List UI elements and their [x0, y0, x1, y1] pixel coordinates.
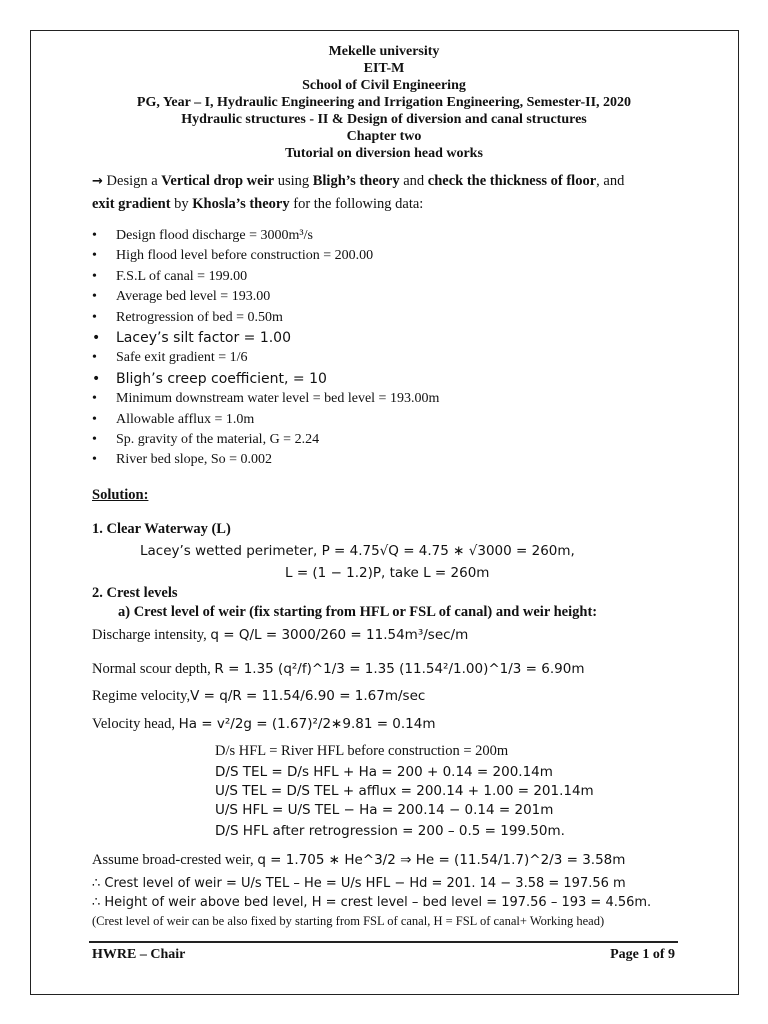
- subsection-crest-level-weir: a) Crest level of weir (fix starting from HFL or FSL of canal) and weir height:: [118, 604, 598, 620]
- program-line: PG, Year – I, Hydraulic Engineering and Irrigation Engineering, Semester-II, 2020: [136, 95, 632, 110]
- solution-heading: Solution:: [92, 487, 149, 503]
- velocity-head-row: Velocity head, Ha = v²/2g = (1.67)²/2∗9.81 = 0.14m: [92, 716, 436, 732]
- page-number: Page 1 of 9: [610, 947, 675, 962]
- regime-velocity-equation: V = q/R = 11.54/6.90 = 1.67m/sec: [190, 688, 426, 704]
- university-name: Mekelle university: [328, 44, 440, 59]
- list-item: • Safe exit gradient = 1/6: [92, 348, 692, 368]
- ds-tel-equation: D/S TEL = D/s HFL + Ha = 200 + 0.14 = 200.14m: [215, 764, 553, 780]
- list-item: • Bligh’s creep coefficient, = 10: [92, 369, 692, 389]
- us-tel-equation: U/S TEL = D/S TEL + afflux = 200.14 + 1.00 = 201.14m: [215, 783, 594, 799]
- regime-velocity-row: Regime velocity,V = q/R = 11.54/6.90 = 1.67m/sec: [92, 688, 426, 704]
- footer-divider: [89, 941, 678, 943]
- footer-left: HWRE – Chair: [92, 947, 186, 962]
- given-data-list: [92, 226, 692, 471]
- scour-depth-equation: R = 1.35 (q²/f)^1/3 = 1.35 (11.54²/1.00)^1/3 = 6.90m: [214, 661, 585, 677]
- crest-level-note: (Crest level of weir can be also fixed by starting from FSL of canal, H = FSL of canal+ Working head): [92, 914, 605, 928]
- chapter-title: Chapter two: [346, 129, 422, 144]
- list-item: • High flood level before construction = 200.00: [92, 246, 692, 266]
- list-item: • Lacey’s silt factor = 1.00: [92, 328, 692, 348]
- scour-depth-row: Normal scour depth, R = 1.35 (q²/f)^1/3 = 1.35 (11.54²/1.00)^1/3 = 6.90m: [92, 661, 585, 677]
- section-clear-waterway: 1. Clear Waterway (L): [92, 521, 231, 537]
- list-item: • Average bed level = 193.00: [92, 287, 692, 307]
- ds-hfl-retrogression-equation: D/S HFL after retrogression = 200 – 0.5 = 199.50m.: [215, 823, 565, 839]
- list-item: • Allowable afflux = 1.0m: [92, 410, 692, 430]
- section-crest-levels: 2. Crest levels: [92, 585, 178, 601]
- wetted-perimeter-equation: Lacey’s wetted perimeter, P = 4.75√Q = 4.75 ∗ √3000 = 260m,: [140, 543, 575, 559]
- discharge-intensity-equation: q = Q/L = 3000/260 = 11.54m³/sec/m: [210, 627, 469, 643]
- list-item: • Minimum downstream water level = bed level = 193.00m: [92, 389, 692, 409]
- tutorial-title: Tutorial on diversion head works: [285, 146, 483, 161]
- list-item: • F.S.L of canal = 199.00: [92, 267, 692, 287]
- list-item: • Sp. gravity of the material, G = 2.24: [92, 430, 692, 450]
- velocity-head-equation: Ha = v²/2g = (1.67)²/2∗9.81 = 0.14m: [178, 716, 436, 732]
- list-item: • Retrogression of bed = 0.50m: [92, 308, 692, 328]
- broad-crested-weir-row: Assume broad-crested weir, q = 1.705 ∗ He^3/2 ⇒ He = (11.54/1.7)^2/3 = 3.58m: [92, 852, 626, 868]
- crest-level-result: ∴ Crest level of weir = U/s TEL – He = U/s HFL − Hd = 201. 14 − 3.58 = 197.56 m: [92, 876, 626, 891]
- list-item: • Design flood discharge = 3000m³/s: [92, 226, 692, 246]
- discharge-intensity-row: Discharge intensity, q = Q/L = 3000/260 = 11.54m³/sec/m: [92, 627, 469, 643]
- school-name: School of Civil Engineering: [302, 78, 466, 93]
- list-item: • River bed slope, So = 0.002: [92, 450, 692, 470]
- document-header: [60, 43, 708, 162]
- task-statement: → Design a Vertical drop weir using Bligh’s theory and check the thickness of floor, and exit gradient by Khosla’s theory for the following data:: [92, 173, 625, 212]
- us-hfl-equation: U/S HFL = U/S TEL − Ha = 200.14 − 0.14 = 201m: [215, 802, 554, 818]
- weir-height-result: ∴ Height of weir above bed level, H = crest level – bed level = 197.56 – 193 = 4.56m.: [92, 895, 652, 910]
- course-title: Hydraulic structures - II & Design of diversion and canal structures: [181, 112, 587, 127]
- ds-hfl-line: D/s HFL = River HFL before construction = 200m: [215, 743, 509, 759]
- arrow-icon: →: [92, 174, 103, 189]
- broad-crested-weir-equation: q = 1.705 ∗ He^3/2 ⇒ He = (11.54/1.7)^2/3 = 3.58m: [257, 852, 626, 868]
- institute-name: EIT-M: [363, 61, 405, 76]
- waterway-length-equation: L = (1 − 1.2)P, take L = 260m: [285, 565, 490, 581]
